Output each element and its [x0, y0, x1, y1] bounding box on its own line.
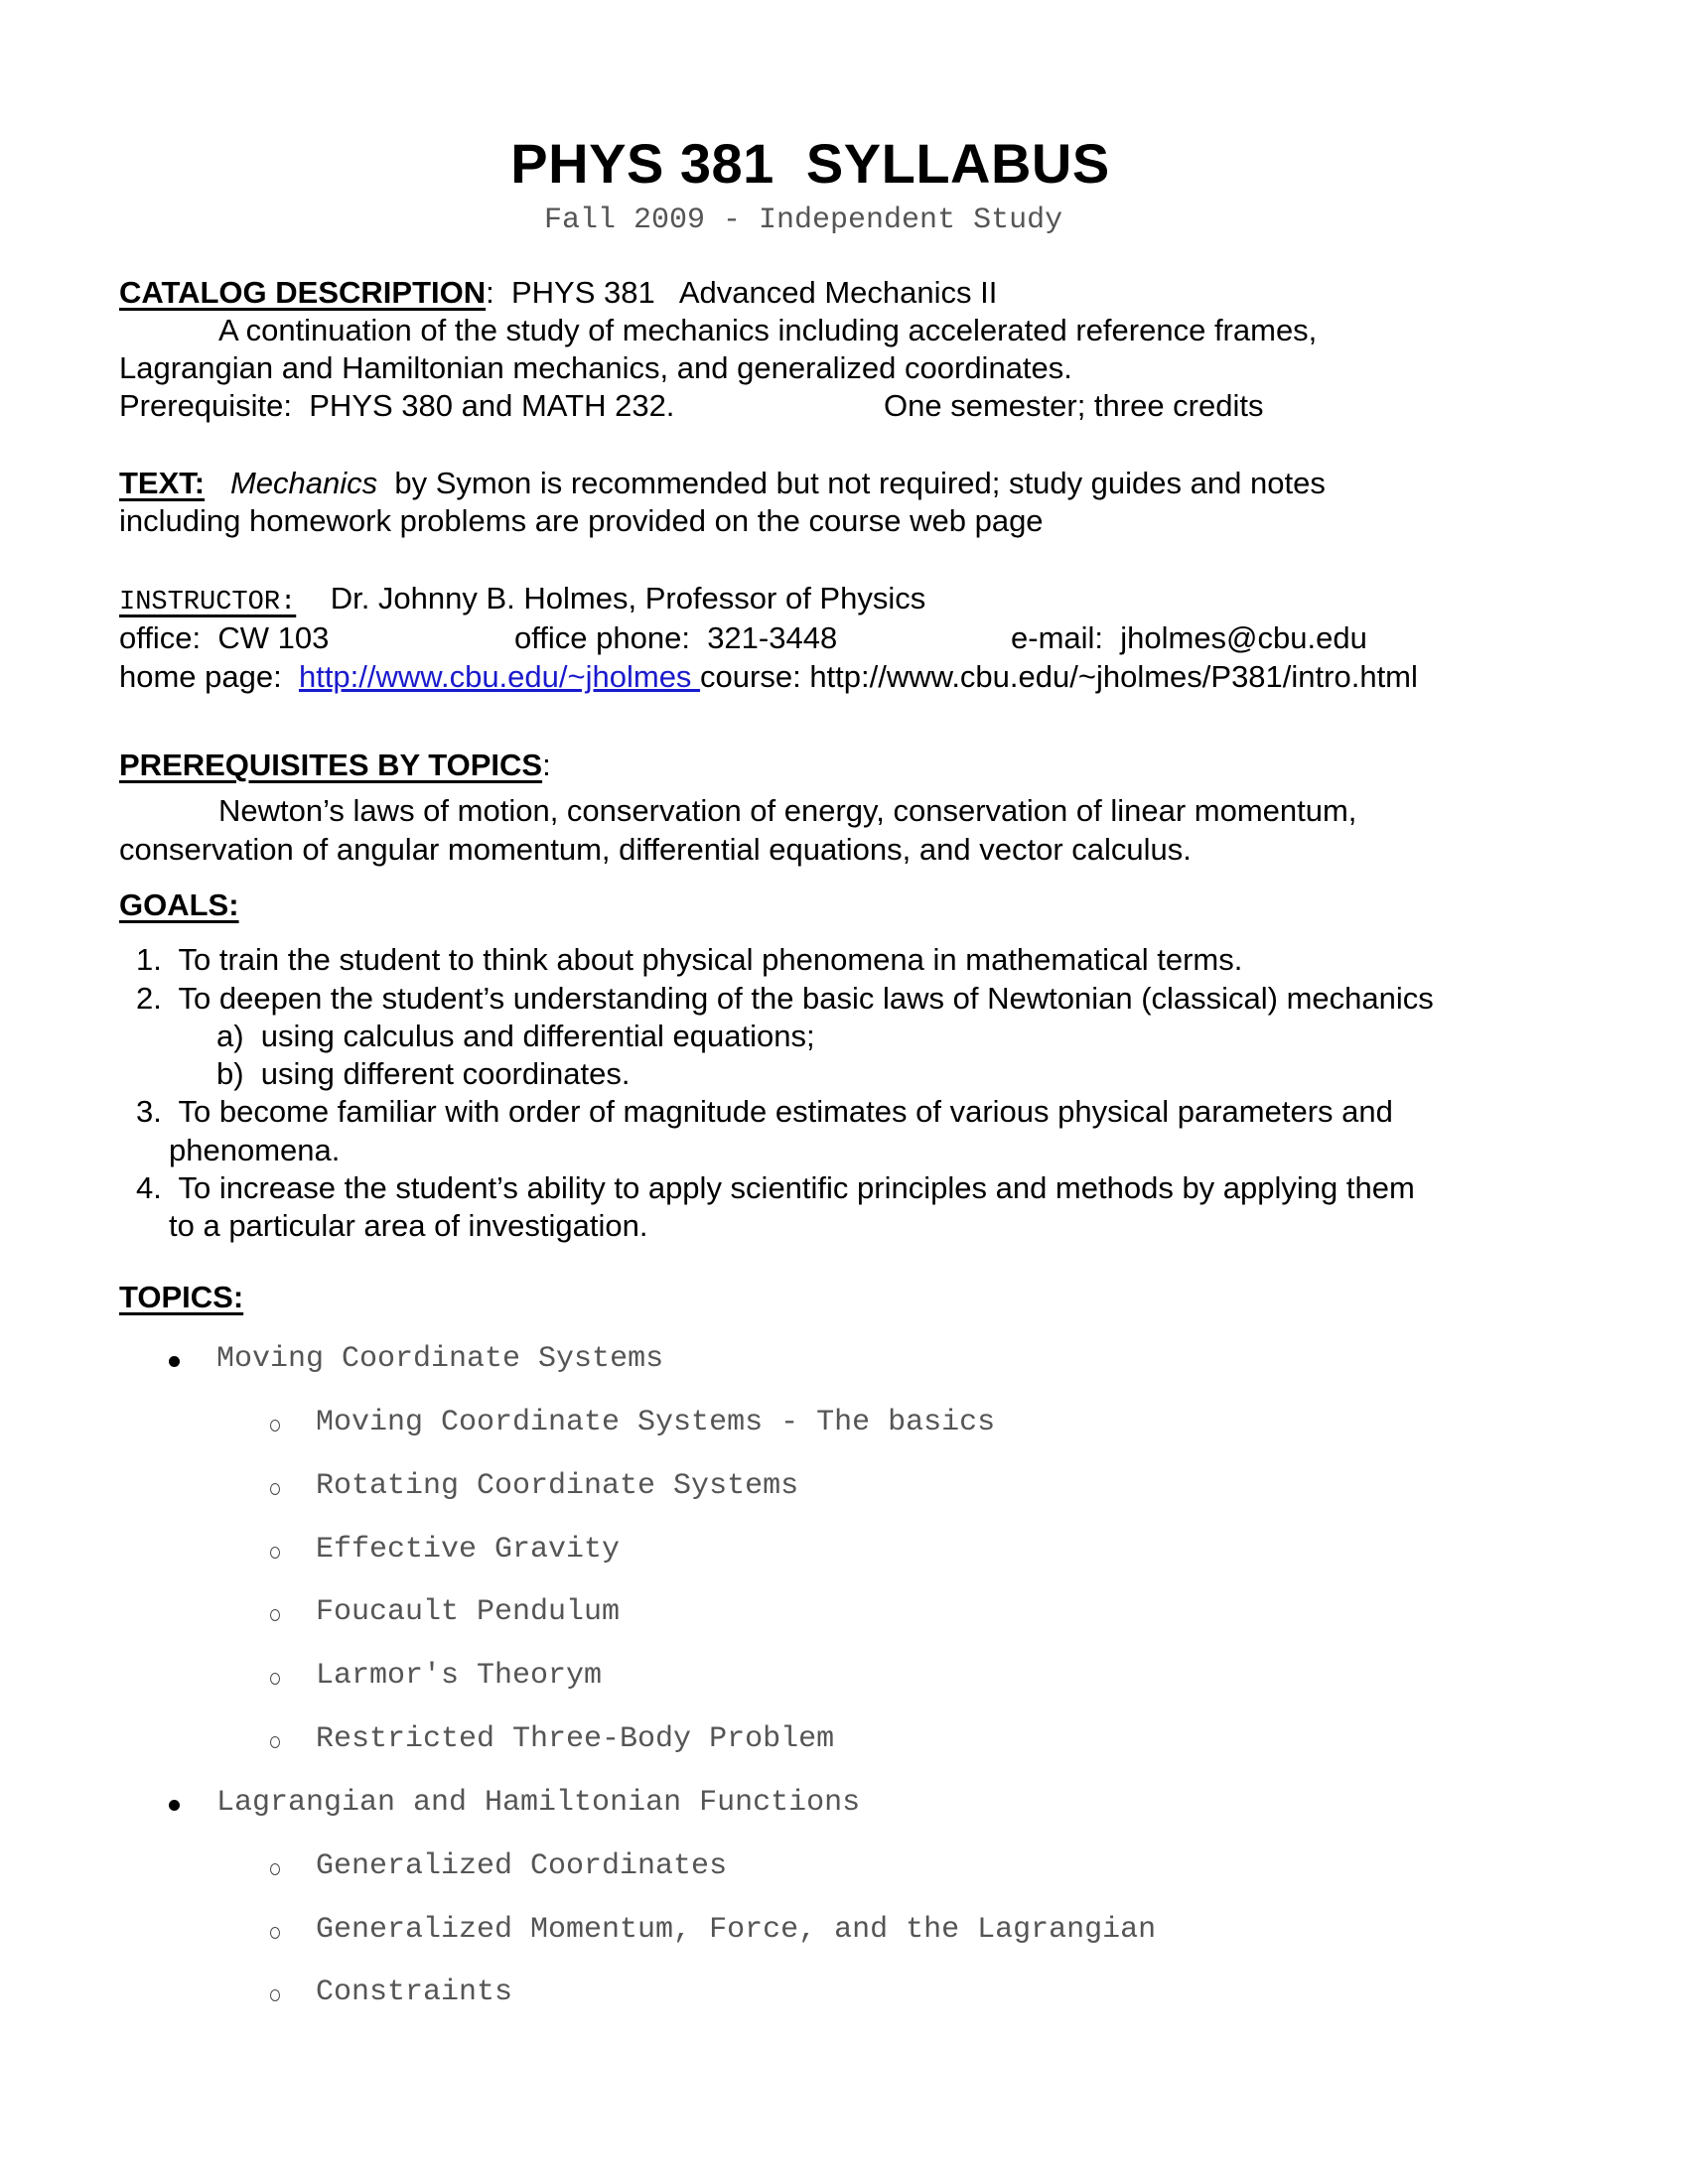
sub-bullet-icon	[270, 1420, 280, 1432]
topic-item: Generalized Momentum, Force, and the Lagrangian	[316, 1913, 1157, 1947]
goal-item-3-cont: phenomena.	[169, 1133, 341, 1167]
page-title: PHYS 381 SYLLABUS	[510, 132, 1110, 195]
prerequisites-label: PREREQUISITES BY TOPICS	[119, 748, 543, 782]
homepage-label: home page:	[119, 659, 299, 694]
topic-item: Generalized Coordinates	[316, 1849, 728, 1883]
topic-item: Effective Gravity	[316, 1533, 621, 1567]
goals-label: GOALS:	[119, 887, 239, 922]
sub-bullet-icon	[270, 1609, 280, 1621]
instructor-web-line	[119, 658, 1418, 696]
instructor-email: e-mail: jholmes@cbu.edu	[1011, 620, 1367, 655]
bullet-icon	[169, 1356, 180, 1367]
prerequisites-colon: :	[542, 748, 551, 782]
goal-item-3: 3. To become familiar with order of magnitude estimates of various physical parameters and	[136, 1094, 1393, 1129]
text-label: TEXT:	[119, 466, 206, 500]
catalog-description-label: CATALOG DESCRIPTION	[119, 275, 487, 310]
instructor-office: office: CW 103	[119, 620, 330, 655]
catalog-prerequisite: Prerequisite: PHYS 380 and MATH 232.	[119, 388, 675, 423]
topics-heading-line	[119, 1279, 243, 1316]
goal-item-2a: a) using calculus and differential equations;	[216, 1019, 815, 1053]
topic-item: Constraints	[316, 1976, 513, 2009]
topic-item: Restricted Three-Body Problem	[316, 1722, 835, 1756]
sub-bullet-icon	[270, 1863, 280, 1875]
course-page: course: http://www.cbu.edu/~jholmes/P381/intro.html	[700, 659, 1418, 694]
catalog-description-line-1: A continuation of the study of mechanics including accelerated reference frames,	[218, 313, 1318, 347]
goal-item-2b: b) using different coordinates.	[216, 1056, 631, 1091]
sub-bullet-icon	[270, 1547, 280, 1559]
topic-item: Larmor's Theorym	[316, 1659, 603, 1693]
topics-label: TOPICS:	[119, 1280, 244, 1314]
catalog-colon: :	[486, 275, 494, 310]
topic-item: Rotating Coordinate Systems	[316, 1469, 799, 1503]
prerequisites-line-2: conservation of angular momentum, differential equations, and vector calculus.	[119, 832, 1192, 867]
text-line-1	[119, 465, 1326, 502]
instructor-label: INSTRUCTOR:	[119, 588, 297, 617]
catalog-description-line-2: Lagrangian and Hamiltonian mechanics, and generalized coordinates.	[119, 350, 1072, 385]
page-subtitle: Fall 2009 - Independent Study	[544, 204, 1063, 237]
sub-bullet-icon	[270, 1483, 280, 1495]
text-line-1-rest: by Symon is recommended but not required; study guides and notes	[377, 466, 1326, 500]
bullet-icon	[169, 1800, 180, 1811]
catalog-description-heading-line	[119, 274, 997, 312]
goal-item-2: 2. To deepen the student’s understanding of the basic laws of Newtonian (classical) mechanics	[136, 981, 1434, 1016]
prerequisites-heading-line	[119, 747, 551, 784]
instructor-line	[119, 580, 925, 621]
homepage-link[interactable]: http://www.cbu.edu/~jholmes	[298, 659, 701, 694]
topic-group-1-title: Moving Coordinate Systems	[216, 1342, 664, 1376]
prerequisites-line-1: Newton’s laws of motion, conservation of energy, conservation of linear momentum,	[218, 793, 1357, 828]
catalog-credits: One semester; three credits	[884, 388, 1264, 423]
topic-group-2-title: Lagrangian and Hamiltonian Functions	[216, 1786, 861, 1820]
sub-bullet-icon	[270, 1927, 280, 1939]
topic-item: Moving Coordinate Systems - The basics	[316, 1406, 996, 1439]
topic-item: Foucault Pendulum	[316, 1595, 621, 1629]
sub-bullet-icon	[270, 1736, 280, 1748]
text-book-title: Mechanics	[229, 466, 378, 500]
text-line-2: including homework problems are provided on the course web page	[119, 503, 1044, 538]
instructor-phone: office phone: 321-3448	[514, 620, 838, 655]
instructor-name: Dr. Johnny B. Holmes, Professor of Physics	[330, 581, 926, 615]
sub-bullet-icon	[270, 1673, 280, 1685]
goal-item-4-cont: to a particular area of investigation.	[169, 1208, 648, 1243]
sub-bullet-icon	[270, 1989, 280, 2001]
catalog-course: PHYS 381 Advanced Mechanics II	[493, 275, 998, 310]
goal-item-1: 1. To train the student to think about physical phenomena in mathematical terms.	[136, 942, 1243, 977]
goals-heading-line	[119, 887, 239, 924]
goal-item-4: 4. To increase the student’s ability to apply scientific principles and methods by applying them	[136, 1170, 1415, 1205]
